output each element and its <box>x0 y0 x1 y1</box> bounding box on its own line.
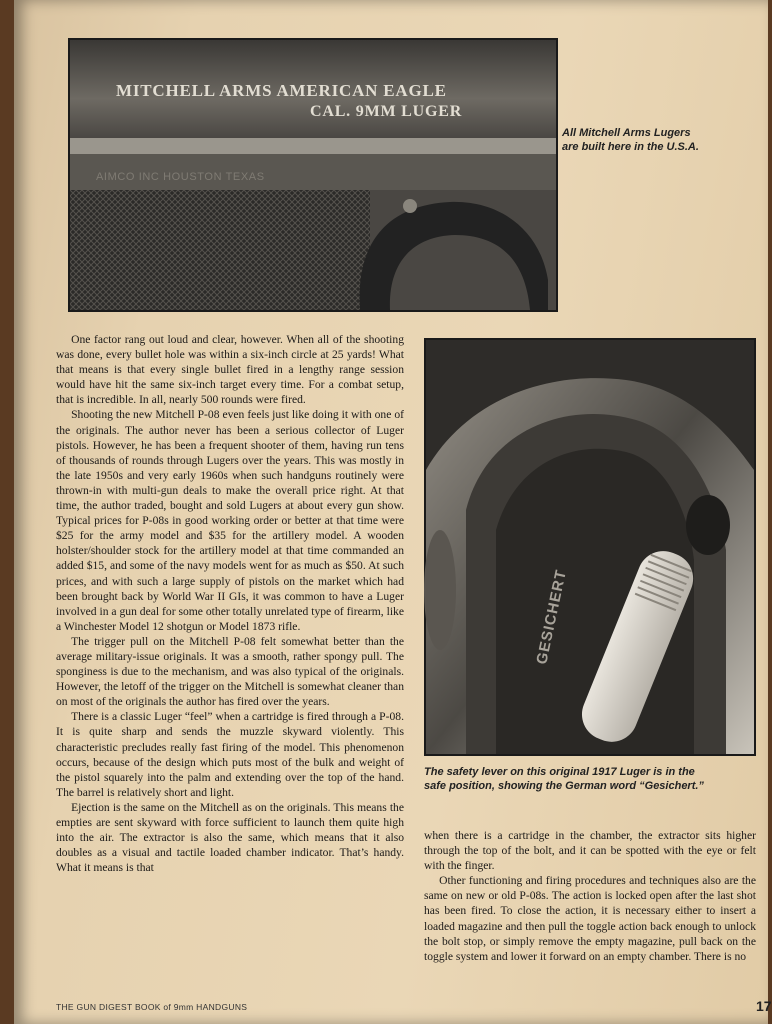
right-photo-caption <box>424 765 764 793</box>
book-page <box>14 0 772 1024</box>
paragraph: Shooting the new Mitchell P-08 even feels just like doing it with one of the originals. The author never has been a serious collector of Luger pistols. However, he has been a frequent shooter of them, having run tens of thousands of rounds through Lugers over the years. This was mostly in the late 1950s and very early 1960s when such handguns routinely were thrown-in with multi-gun deals to make the overall price right. At that time, the author traded, bought and sold Lugers at about every gun show. Typical prices for P-08s in good working order or better at that time were $25 for the army model and $35 for the artillery model. A wooden holster/shoulder stock for the artillery model at that time commanded an added $15, and some of the navy models went for as much as $50. At such prices, and with such a large supply of pistols on the market which had been brought back by World War II GIs, it was common to have a Luger involved in a gun deal for some other totally unrelated type of firearm, like a Winchester Model 12 shotgun or Model 1873 rifle. <box>56 408 404 633</box>
right-column <box>424 828 756 964</box>
paragraph: There is a classic Luger “feel” when a cartridge is fired through a P-08. It is quite sharp and sends the muzzle skyward violently. This characteristic precludes really fast firing of the model. This phenomenon occurs, because of the design which puts most of the bulk and weight of the pistol squarely into the palm and extending over the top of the hand. The barrel is relatively short and light. <box>56 710 404 799</box>
engraving-line1: MITCHELL ARMS AMERICAN EAGLE <box>116 81 447 100</box>
top-caption-line1: All Mitchell Arms Lugers <box>562 127 691 139</box>
top-photo-caption <box>562 126 762 154</box>
top-caption-line2: are built here in the U.S.A. <box>562 141 699 153</box>
top-photo <box>68 38 558 312</box>
paragraph: The trigger pull on the Mitchell P-08 felt somewhat better than the average military-issue originals. It was a smooth, rather spongy pull. The sponginess is due to the mechanism, and was also typical of the originals. However, the letoff of the trigger on the Mitchell is somewhat cleaner than on most of the originals the author has fired over the years. <box>56 634 404 709</box>
paragraph: One factor rang out loud and clear, however. When all of the shooting was done, every bullet hole was within a six-inch circle at 25 yards! What that means is that every single bullet fired in a lengthy range session would have hit the same six-inch target every time. For a combat setup, that is incredible. In all, nearly 500 rounds were fired. <box>56 333 404 407</box>
right-caption-line2: safe position, showing the German word “Gesichert.” <box>424 780 704 792</box>
book-title: THE GUN DIGEST BOOK of 9mm HANDGUNS <box>56 1002 248 1012</box>
engraving-line2: CAL. 9MM LUGER <box>310 103 463 120</box>
right-photo <box>424 338 756 756</box>
lever-word: GESICHERT <box>533 567 570 666</box>
paragraph: Ejection is the same on the Mitchell as on the originals. This means the empties are sent skyward with force sufficient to launch them quite high into the air. The extractor is also the same, which means that it also doubles as a visual and tactile loaded chamber indicator. That’s handy. What it means is that <box>56 800 404 875</box>
right-caption-line1: The safety lever on this original 1917 Luger is in the <box>424 766 695 778</box>
left-column <box>56 332 404 875</box>
paragraph: Other functioning and firing procedures and techniques also are the same on new or old P-08s. The action is locked open after the last shot has been fired. To close the action, it is necessary either to insert a loaded magazine and then pull the toggle action back enough to unlock the bolt stop, or simply remove the empty magazine, pull back on the toggle system and lower it forward on an empty chamber. There is no <box>424 874 756 963</box>
page-number: 17 <box>756 998 772 1014</box>
engraving-line3: AIMCO INC HOUSTON TEXAS <box>96 171 265 183</box>
paragraph: when there is a cartridge in the chamber, the extractor sits higher through the top of the bolt, and it can be spotted with the eye or felt with the finger. <box>424 829 756 873</box>
